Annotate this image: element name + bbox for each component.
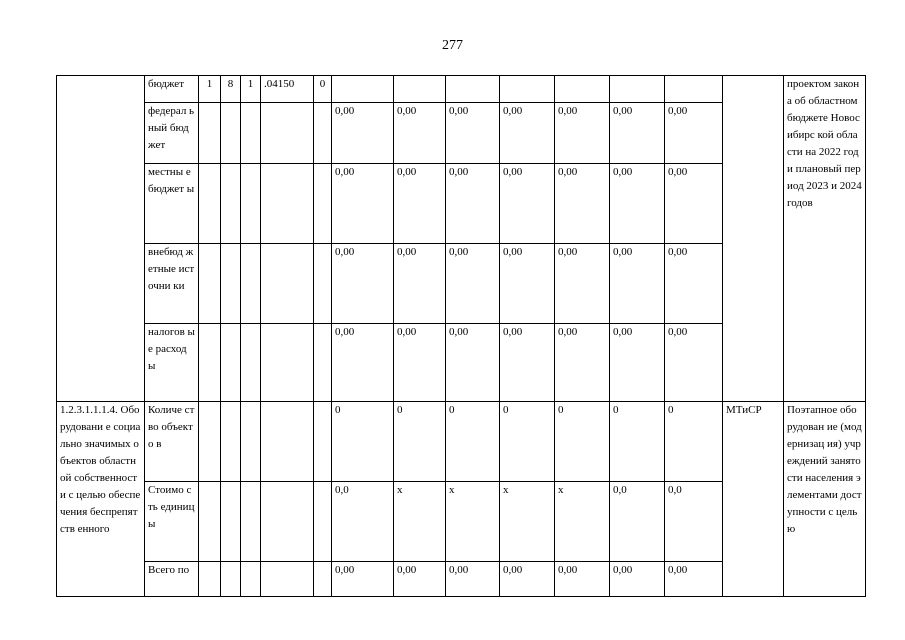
value-cell: 0,00 [665,164,723,244]
value-cell: 0 [500,402,555,482]
value-cell: 0,00 [665,562,723,597]
value-cell: 0 [394,402,446,482]
value-cell [555,76,610,103]
value-cell: 0,00 [500,103,555,164]
value-cell: 0,00 [555,164,610,244]
value-cell: 0,00 [500,244,555,324]
value-cell: 0,0 [332,482,394,562]
source-label: федерал ьный бюджет [145,103,199,164]
value-cell: 0,00 [610,562,665,597]
value-cell: x [446,482,500,562]
source-label: бюджет [145,76,199,103]
empty-cell [57,76,145,402]
value-cell: 0,00 [500,164,555,244]
value-cell [610,76,665,103]
value-cell: 0,00 [446,244,500,324]
value-cell: 0,00 [394,244,446,324]
item-name: 1.2.3.1.1.1.4. Оборудовани е социально значимых объектов областной собственност и с целью обеспечения беспрепятств енного [57,402,145,597]
value-cell: 0 [665,402,723,482]
value-cell [500,76,555,103]
code-cell: 0 [314,76,332,103]
value-cell: 0,00 [500,324,555,402]
code-cell: 1 [199,76,221,103]
value-cell: 0,00 [446,324,500,402]
value-cell: 0,00 [332,562,394,597]
result-note: Поэтапное оборудован ие (модернизац ия) учреждений занятости населения элементами доступности с целью [784,402,866,597]
value-cell [394,76,446,103]
value-cell: 0,00 [665,103,723,164]
value-cell: 0,00 [394,324,446,402]
value-cell: 0,00 [610,244,665,324]
indicator-label: Стоимо сть единиц ы [145,482,199,562]
value-cell: 0,00 [610,324,665,402]
executor-cell [723,76,784,402]
value-cell: 0,0 [665,482,723,562]
value-cell: 0,00 [394,103,446,164]
value-cell: 0 [555,402,610,482]
value-cell: x [394,482,446,562]
value-cell: 0,00 [446,562,500,597]
value-cell: x [555,482,610,562]
value-cell: 0,00 [500,562,555,597]
value-cell: 0,00 [665,244,723,324]
value-cell: 0 [332,402,394,482]
value-cell: 0,00 [555,324,610,402]
value-cell: 0,00 [394,562,446,597]
table-row [57,402,866,482]
page-number: 277 [442,38,463,53]
value-cell: 0,00 [332,324,394,402]
value-cell: 0,00 [332,244,394,324]
value-cell: 0,00 [610,164,665,244]
code-cell: 8 [221,76,241,103]
code-cell: .04150 [261,76,314,103]
source-label: местны е бюджет ы [145,164,199,244]
executor-cell: МТиСР [723,402,784,597]
value-cell: 0,00 [332,103,394,164]
value-cell [665,76,723,103]
table-row [57,76,866,103]
code-cell: 1 [241,76,261,103]
indicator-label: Всего по [145,562,199,597]
value-cell: 0,00 [332,164,394,244]
value-cell: 0,00 [394,164,446,244]
program-table [56,75,866,597]
value-cell [446,76,500,103]
value-cell: 0,00 [555,244,610,324]
value-cell: 0,00 [555,562,610,597]
value-cell: x [500,482,555,562]
result-note: проектом закона об областном бюджете Новосибирс кой области на 2022 год и плановый период 2023 и 2024 годов [784,76,866,402]
source-label: налогов ые расход ы [145,324,199,402]
value-cell: 0 [610,402,665,482]
value-cell: 0,00 [665,324,723,402]
source-label: внебюд жетные источни ки [145,244,199,324]
value-cell: 0,00 [446,164,500,244]
value-cell: 0 [446,402,500,482]
value-cell: 0,00 [446,103,500,164]
indicator-label: Количе ство объекто в [145,402,199,482]
value-cell: 0,0 [610,482,665,562]
value-cell: 0,00 [610,103,665,164]
value-cell: 0,00 [555,103,610,164]
value-cell [332,76,394,103]
